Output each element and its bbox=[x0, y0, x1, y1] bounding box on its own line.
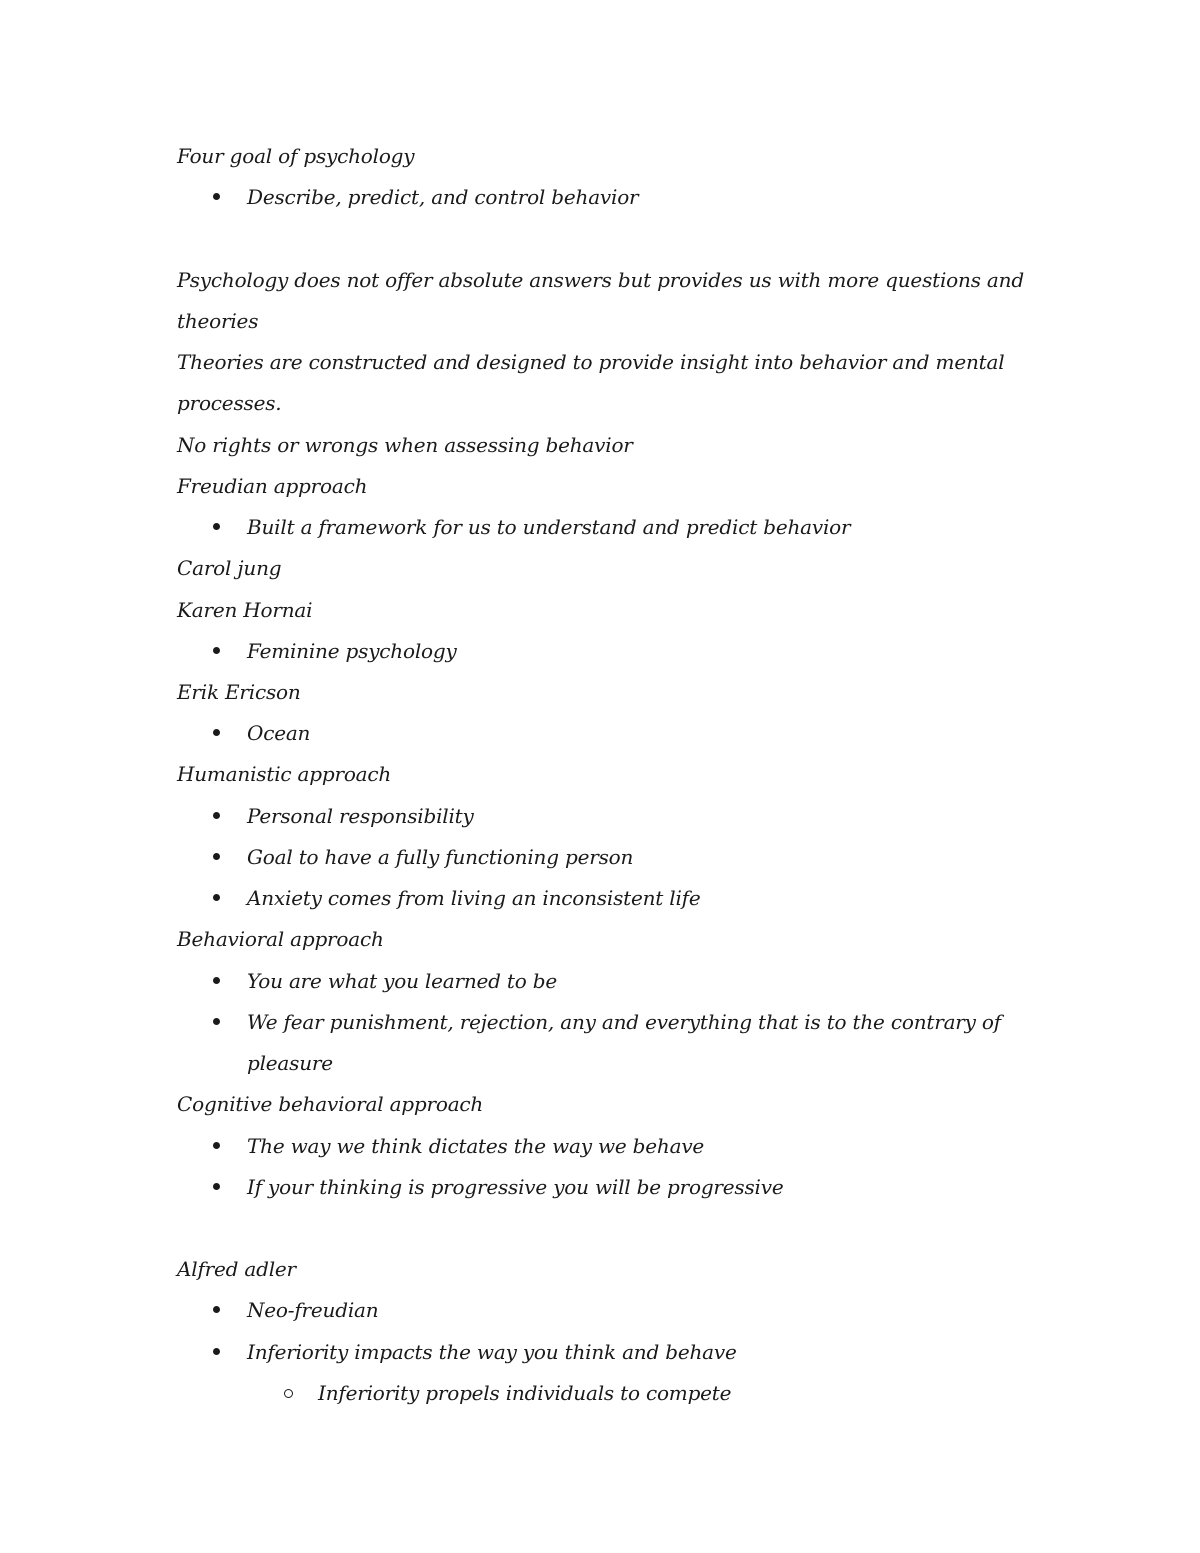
bullet-icon bbox=[213, 1142, 220, 1149]
text-line: Freudian approach bbox=[177, 474, 368, 498]
sub-bullet-icon bbox=[284, 1389, 293, 1398]
list-item: Neo-freudian bbox=[247, 1298, 379, 1322]
text-line: Theories are constructed and designed to provide insight into behavior and mental bbox=[177, 350, 1005, 374]
bullet-icon bbox=[213, 647, 220, 654]
text-line: Alfred adler bbox=[177, 1257, 296, 1281]
bullet-icon bbox=[213, 894, 220, 901]
text-line: theories bbox=[177, 309, 259, 333]
list-item: Ocean bbox=[247, 721, 311, 745]
list-item: We fear punishment, rejection, any and everything that is to the contrary of bbox=[247, 1010, 1001, 1034]
text-line: Psychology does not offer absolute answers but provides us with more questions and bbox=[177, 268, 1024, 292]
text-line: Cognitive behavioral approach bbox=[177, 1092, 484, 1116]
text-line: Karen Hornai bbox=[177, 598, 313, 622]
text-line: Behavioral approach bbox=[177, 927, 384, 951]
bullet-icon bbox=[213, 193, 220, 200]
bullet-icon bbox=[213, 729, 220, 736]
bullet-icon bbox=[213, 523, 220, 530]
bullet-icon bbox=[213, 1183, 220, 1190]
bullet-icon bbox=[213, 1348, 220, 1355]
list-item: Inferiority impacts the way you think and behave bbox=[247, 1340, 737, 1364]
list-item: Feminine psychology bbox=[247, 639, 457, 663]
text-line: Humanistic approach bbox=[177, 762, 392, 786]
text-line: processes. bbox=[177, 391, 282, 415]
list-item: Goal to have a fully functioning person bbox=[247, 845, 634, 869]
text-line: No rights or wrongs when assessing behavior bbox=[177, 433, 633, 457]
bullet-icon bbox=[213, 1306, 220, 1313]
list-item: Anxiety comes from living an inconsistent life bbox=[247, 886, 701, 910]
list-item: Personal responsibility bbox=[247, 804, 474, 828]
text-line: Carol jung bbox=[177, 556, 282, 580]
bullet-icon bbox=[213, 812, 220, 819]
bullet-icon bbox=[213, 977, 220, 984]
list-item: The way we think dictates the way we behave bbox=[247, 1134, 705, 1158]
text-line: Four goal of psychology bbox=[177, 144, 415, 168]
text-line: Erik Ericson bbox=[177, 680, 301, 704]
sub-list-item: Inferiority propels individuals to compete bbox=[318, 1381, 732, 1405]
bullet-icon bbox=[213, 1018, 220, 1025]
bullet-icon bbox=[213, 853, 220, 860]
list-item: Describe, predict, and control behavior bbox=[247, 185, 639, 209]
list-item: Built a framework for us to understand and predict behavior bbox=[247, 515, 851, 539]
list-item: If your thinking is progressive you will be progressive bbox=[247, 1175, 784, 1199]
list-item-continuation: pleasure bbox=[247, 1051, 333, 1075]
list-item: You are what you learned to be bbox=[247, 969, 557, 993]
